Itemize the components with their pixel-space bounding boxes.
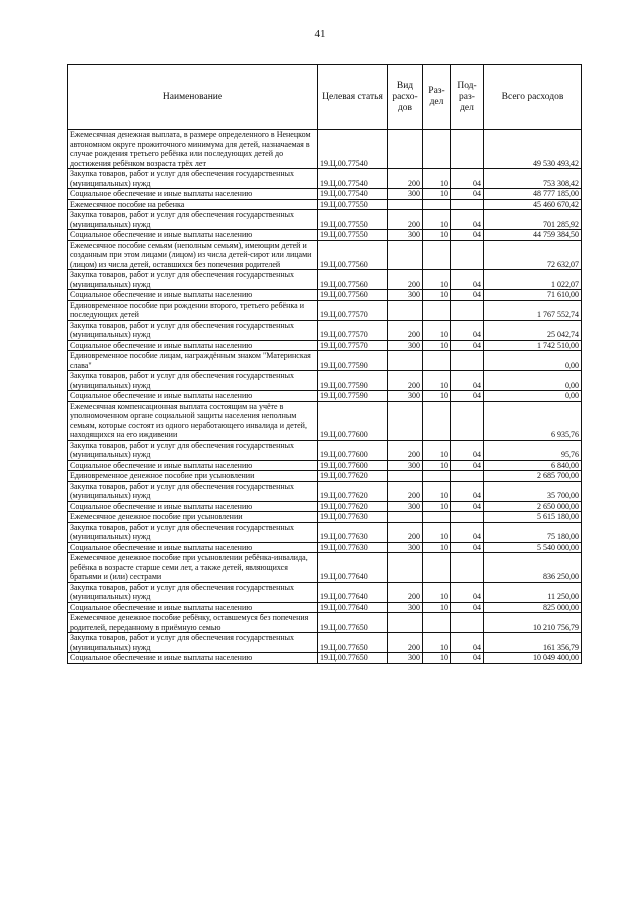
row-target-article: 19.Ц.00.77560 xyxy=(318,240,388,270)
table-row xyxy=(68,290,582,301)
row-subsection: 04 xyxy=(451,460,484,471)
row-expense-type xyxy=(388,351,423,371)
table-row xyxy=(68,391,582,402)
row-expense-type: 300 xyxy=(388,391,423,402)
table-row xyxy=(68,351,582,371)
row-expense-type: 300 xyxy=(388,230,423,241)
row-section: 10 xyxy=(423,230,451,241)
row-total: 1 022,07 xyxy=(484,270,582,290)
table-row xyxy=(68,300,582,320)
row-total: 45 460 670,42 xyxy=(484,199,582,210)
row-target-article: 19.Ц.00.77550 xyxy=(318,210,388,230)
row-subsection xyxy=(451,401,484,440)
row-expense-type xyxy=(388,240,423,270)
row-expense-type: 200 xyxy=(388,522,423,542)
row-subsection: 04 xyxy=(451,290,484,301)
row-subsection: 04 xyxy=(451,602,484,613)
row-total: 0,00 xyxy=(484,391,582,402)
row-subsection xyxy=(451,613,484,633)
row-section: 10 xyxy=(423,270,451,290)
row-subsection xyxy=(451,351,484,371)
row-name: Закупка товаров, работ и услуг для обеспечения государственных (муниципальных) нужд xyxy=(68,440,318,460)
row-name: Закупка товаров, работ и услуг для обеспечения государственных (муниципальных) нужд xyxy=(68,481,318,501)
row-target-article: 19.Ц.00.77570 xyxy=(318,300,388,320)
table-row xyxy=(68,512,582,523)
row-name: Закупка товаров, работ и услуг для обеспечения государственных (муниципальных) нужд xyxy=(68,169,318,189)
row-section: 10 xyxy=(423,653,451,664)
table-body xyxy=(68,130,582,664)
table-row xyxy=(68,340,582,351)
table-row xyxy=(68,320,582,340)
row-target-article: 19.Ц.00.77600 xyxy=(318,440,388,460)
row-section: 10 xyxy=(423,633,451,653)
row-section: 10 xyxy=(423,501,451,512)
table-row xyxy=(68,270,582,290)
row-name: Социальное обеспечение и иные выплаты населению xyxy=(68,230,318,241)
table-row xyxy=(68,230,582,241)
table-row xyxy=(68,401,582,440)
row-section: 10 xyxy=(423,189,451,200)
row-target-article: 19.Ц.00.77640 xyxy=(318,553,388,583)
row-expense-type: 200 xyxy=(388,481,423,501)
row-target-article: 19.Ц.00.77620 xyxy=(318,501,388,512)
row-total: 95,76 xyxy=(484,440,582,460)
row-expense-type xyxy=(388,199,423,210)
table-row xyxy=(68,460,582,471)
row-name: Единовременное денежное пособие при усыновлении xyxy=(68,471,318,482)
table-row xyxy=(68,199,582,210)
row-total: 35 700,00 xyxy=(484,481,582,501)
row-total: 25 042,74 xyxy=(484,320,582,340)
row-subsection: 04 xyxy=(451,371,484,391)
row-subsection: 04 xyxy=(451,320,484,340)
row-total: 0,00 xyxy=(484,371,582,391)
row-subsection: 04 xyxy=(451,230,484,241)
row-target-article: 19.Ц.00.77540 xyxy=(318,169,388,189)
row-name: Ежемесячная компенсационная выплата состоящим на учёте в уполномоченном органе социальной защиты населения неполным семьям, которые состоят из одного неработающего инвалида и детей, находящихся на его иждивении xyxy=(68,401,318,440)
row-expense-type: 300 xyxy=(388,290,423,301)
row-subsection: 04 xyxy=(451,210,484,230)
row-section xyxy=(423,240,451,270)
row-target-article: 19.Ц.00.77630 xyxy=(318,512,388,523)
row-section: 10 xyxy=(423,542,451,553)
row-total: 75 180,00 xyxy=(484,522,582,542)
table-row xyxy=(68,582,582,602)
row-total: 49 530 493,42 xyxy=(484,130,582,169)
row-section xyxy=(423,471,451,482)
row-expense-type: 200 xyxy=(388,582,423,602)
row-target-article: 19.Ц.00.77590 xyxy=(318,391,388,402)
row-section xyxy=(423,351,451,371)
row-expense-type: 200 xyxy=(388,320,423,340)
row-target-article: 19.Ц.00.77560 xyxy=(318,270,388,290)
row-expense-type xyxy=(388,401,423,440)
row-subsection xyxy=(451,300,484,320)
table-row xyxy=(68,240,582,270)
table-row xyxy=(68,371,582,391)
row-name: Социальное обеспечение и иные выплаты населению xyxy=(68,391,318,402)
row-target-article: 19.Ц.00.77570 xyxy=(318,320,388,340)
row-expense-type: 200 xyxy=(388,633,423,653)
row-total: 825 000,00 xyxy=(484,602,582,613)
row-target-article: 19.Ц.00.77630 xyxy=(318,522,388,542)
table-row xyxy=(68,553,582,583)
expenditure-table xyxy=(67,64,582,664)
row-total: 6 840,00 xyxy=(484,460,582,471)
row-total: 5 615 180,00 xyxy=(484,512,582,523)
row-total: 11 250,00 xyxy=(484,582,582,602)
table-row xyxy=(68,613,582,633)
row-total: 5 540 000,00 xyxy=(484,542,582,553)
row-name: Закупка товаров, работ и услуг для обеспечения государственных (муниципальных) нужд xyxy=(68,270,318,290)
row-name: Закупка товаров, работ и услуг для обеспечения государственных (муниципальных) нужд xyxy=(68,633,318,653)
row-subsection: 04 xyxy=(451,440,484,460)
row-expense-type: 200 xyxy=(388,371,423,391)
row-name: Единовременное пособие лицам, награждённым знаком "Материнская слава" xyxy=(68,351,318,371)
row-target-article: 19.Ц.00.77650 xyxy=(318,653,388,664)
row-section: 10 xyxy=(423,522,451,542)
row-section: 10 xyxy=(423,391,451,402)
header-name: Наименование xyxy=(68,65,318,130)
row-name: Социальное обеспечение и иные выплаты населению xyxy=(68,290,318,301)
row-name: Социальное обеспечение и иные выплаты населению xyxy=(68,460,318,471)
row-section xyxy=(423,512,451,523)
table-row xyxy=(68,169,582,189)
row-section xyxy=(423,300,451,320)
table-row xyxy=(68,471,582,482)
row-target-article: 19.Ц.00.77570 xyxy=(318,340,388,351)
row-total: 161 356,79 xyxy=(484,633,582,653)
row-expense-type xyxy=(388,553,423,583)
row-target-article: 19.Ц.00.77540 xyxy=(318,189,388,200)
row-section xyxy=(423,613,451,633)
row-total: 1 767 552,74 xyxy=(484,300,582,320)
header-target-article: Целевая статья xyxy=(318,65,388,130)
row-expense-type: 300 xyxy=(388,653,423,664)
row-subsection xyxy=(451,240,484,270)
row-section: 10 xyxy=(423,481,451,501)
row-section: 10 xyxy=(423,210,451,230)
table-row xyxy=(68,130,582,169)
page-number: 41 xyxy=(314,28,326,40)
row-name: Социальное обеспечение и иные выплаты населению xyxy=(68,653,318,664)
row-subsection xyxy=(451,130,484,169)
table-row xyxy=(68,210,582,230)
row-subsection: 04 xyxy=(451,391,484,402)
row-subsection: 04 xyxy=(451,169,484,189)
row-section xyxy=(423,401,451,440)
table-row xyxy=(68,501,582,512)
row-total: 836 250,00 xyxy=(484,553,582,583)
row-section: 10 xyxy=(423,371,451,391)
row-name: Ежемесячное пособие семьям (неполным семьям), имеющим детей и созданным при этом лицами (лицом) из числа детей-сирот или лицами (лицом) из числа детей, оставшихся без попечения родителей xyxy=(68,240,318,270)
row-total: 10 210 756,79 xyxy=(484,613,582,633)
row-subsection: 04 xyxy=(451,501,484,512)
row-name: Социальное обеспечение и иные выплаты населению xyxy=(68,542,318,553)
row-subsection: 04 xyxy=(451,270,484,290)
row-expense-type: 300 xyxy=(388,501,423,512)
row-target-article: 19.Ц.00.77560 xyxy=(318,290,388,301)
row-total: 701 285,92 xyxy=(484,210,582,230)
row-name: Ежемесячное денежное пособие при усыновлении ребёнка-инвалида, ребёнка в возрасте старше семи лет, а также детей, являющихся братьями и (или) сестрами xyxy=(68,553,318,583)
row-total: 2 650 000,00 xyxy=(484,501,582,512)
table-row xyxy=(68,542,582,553)
row-expense-type: 300 xyxy=(388,340,423,351)
table-row xyxy=(68,653,582,664)
row-target-article: 19.Ц.00.77620 xyxy=(318,481,388,501)
row-section: 10 xyxy=(423,460,451,471)
table-row xyxy=(68,440,582,460)
row-name: Ежемесячное денежное пособие при усыновлении xyxy=(68,512,318,523)
row-target-article: 19.Ц.00.77600 xyxy=(318,460,388,471)
row-total: 72 632,07 xyxy=(484,240,582,270)
row-section: 10 xyxy=(423,340,451,351)
row-expense-type: 200 xyxy=(388,270,423,290)
row-section xyxy=(423,553,451,583)
row-name: Социальное обеспечение и иные выплаты населению xyxy=(68,189,318,200)
row-expense-type xyxy=(388,300,423,320)
row-name: Ежемесячное денежное пособие ребёнку, оставшемуся без попечения родителей, переданному в приёмную семью xyxy=(68,613,318,633)
row-expense-type: 200 xyxy=(388,210,423,230)
row-name: Единовременное пособие при рождении второго, третьего ребёнка и последующих детей xyxy=(68,300,318,320)
row-section xyxy=(423,130,451,169)
row-target-article: 19.Ц.00.77540 xyxy=(318,130,388,169)
row-expense-type: 300 xyxy=(388,542,423,553)
row-subsection xyxy=(451,199,484,210)
header-section: Раз-дел xyxy=(423,65,451,130)
row-expense-type: 300 xyxy=(388,189,423,200)
row-section: 10 xyxy=(423,602,451,613)
row-name: Закупка товаров, работ и услуг для обеспечения государственных (муниципальных) нужд xyxy=(68,320,318,340)
row-section: 10 xyxy=(423,169,451,189)
header-expense-type: Вид расхо-дов xyxy=(388,65,423,130)
row-target-article: 19.Ц.00.77590 xyxy=(318,351,388,371)
row-section: 10 xyxy=(423,440,451,460)
row-subsection xyxy=(451,553,484,583)
header-total: Всего расходов xyxy=(484,65,582,130)
row-section: 10 xyxy=(423,320,451,340)
row-subsection: 04 xyxy=(451,340,484,351)
row-name: Закупка товаров, работ и услуг для обеспечения государственных (муниципальных) нужд xyxy=(68,371,318,391)
row-target-article: 19.Ц.00.77550 xyxy=(318,230,388,241)
row-target-article: 19.Ц.00.77550 xyxy=(318,199,388,210)
table-header-row xyxy=(68,65,582,130)
row-total: 1 742 510,00 xyxy=(484,340,582,351)
row-name: Закупка товаров, работ и услуг для обеспечения государственных (муниципальных) нужд xyxy=(68,522,318,542)
row-total: 6 935,76 xyxy=(484,401,582,440)
header-subsection: Под-раз-дел xyxy=(451,65,484,130)
row-name: Социальное обеспечение и иные выплаты населению xyxy=(68,501,318,512)
row-subsection: 04 xyxy=(451,481,484,501)
row-total: 44 759 384,50 xyxy=(484,230,582,241)
row-name: Социальное обеспечение и иные выплаты населению xyxy=(68,602,318,613)
row-subsection xyxy=(451,471,484,482)
row-section xyxy=(423,199,451,210)
row-total: 71 610,00 xyxy=(484,290,582,301)
table-row xyxy=(68,602,582,613)
row-expense-type xyxy=(388,471,423,482)
row-subsection: 04 xyxy=(451,582,484,602)
row-section: 10 xyxy=(423,290,451,301)
row-target-article: 19.Ц.00.77640 xyxy=(318,582,388,602)
row-target-article: 19.Ц.00.77600 xyxy=(318,401,388,440)
row-expense-type xyxy=(388,613,423,633)
row-expense-type xyxy=(388,512,423,523)
row-total: 2 685 700,00 xyxy=(484,471,582,482)
row-section: 10 xyxy=(423,582,451,602)
row-total: 0,00 xyxy=(484,351,582,371)
row-target-article: 19.Ц.00.77650 xyxy=(318,613,388,633)
row-name: Ежемесячная денежная выплата, в размере определенного в Ненецком автономном округе прожиточного минимума для детей, назначаемая в случае рождения третьего ребёнка или последующих детей до достижения ребёнком возраста трёх лет xyxy=(68,130,318,169)
row-total: 753 308,42 xyxy=(484,169,582,189)
row-target-article: 19.Ц.00.77590 xyxy=(318,371,388,391)
table-row xyxy=(68,481,582,501)
row-name: Закупка товаров, работ и услуг для обеспечения государственных (муниципальных) нужд xyxy=(68,210,318,230)
row-expense-type: 300 xyxy=(388,460,423,471)
row-expense-type: 200 xyxy=(388,169,423,189)
row-target-article: 19.Ц.00.77640 xyxy=(318,602,388,613)
row-name: Закупка товаров, работ и услуг для обеспечения государственных (муниципальных) нужд xyxy=(68,582,318,602)
table-row xyxy=(68,633,582,653)
row-expense-type: 300 xyxy=(388,602,423,613)
row-subsection: 04 xyxy=(451,653,484,664)
table-row xyxy=(68,189,582,200)
table-row xyxy=(68,522,582,542)
row-subsection: 04 xyxy=(451,633,484,653)
row-total: 10 049 400,00 xyxy=(484,653,582,664)
row-expense-type: 200 xyxy=(388,440,423,460)
row-expense-type xyxy=(388,130,423,169)
row-subsection: 04 xyxy=(451,189,484,200)
row-total: 48 777 185,00 xyxy=(484,189,582,200)
row-subsection: 04 xyxy=(451,542,484,553)
row-target-article: 19.Ц.00.77650 xyxy=(318,633,388,653)
row-target-article: 19.Ц.00.77620 xyxy=(318,471,388,482)
row-name: Социальное обеспечение и иные выплаты населению xyxy=(68,340,318,351)
row-name: Ежемесячное пособие на ребенка xyxy=(68,199,318,210)
row-target-article: 19.Ц.00.77630 xyxy=(318,542,388,553)
row-subsection xyxy=(451,512,484,523)
row-subsection: 04 xyxy=(451,522,484,542)
